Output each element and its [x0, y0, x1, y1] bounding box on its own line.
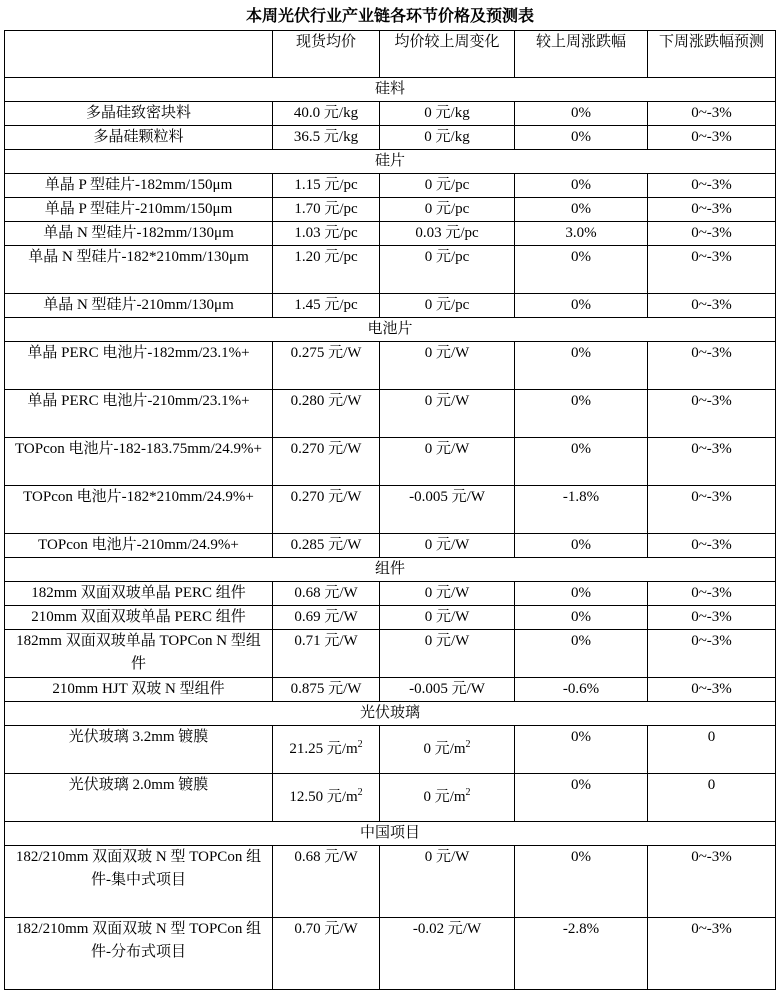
- unit-exponent: 2: [465, 739, 471, 750]
- price-change: -0.02 元/W: [380, 918, 515, 990]
- change-pct: 0%: [515, 630, 648, 678]
- price-change: 0.03 元/pc: [380, 222, 515, 246]
- table-row: [5, 390, 776, 438]
- forecast: 0~-3%: [648, 630, 776, 678]
- change-pct: 0%: [515, 198, 648, 222]
- forecast: 0~-3%: [648, 294, 776, 318]
- table-row: [5, 534, 776, 558]
- forecast: 0: [648, 726, 776, 774]
- change-pct: -1.8%: [515, 486, 648, 534]
- table-row: [5, 726, 776, 774]
- table-row: [5, 438, 776, 486]
- change-pct: 0%: [515, 582, 648, 606]
- price-change-value: 0 元/m: [423, 741, 466, 757]
- product-name: TOPcon 电池片-182-183.75mm/24.9%+: [5, 438, 273, 486]
- spot-price: 0.71 元/W: [273, 630, 380, 678]
- table-row: [5, 582, 776, 606]
- table-row: [5, 774, 776, 822]
- product-name: 210mm 双面双玻单晶 PERC 组件: [5, 606, 273, 630]
- spot-price: [273, 726, 380, 774]
- price-change: -0.005 元/W: [380, 678, 515, 702]
- forecast: 0~-3%: [648, 438, 776, 486]
- price-change: 0 元/kg: [380, 126, 515, 150]
- change-pct: -2.8%: [515, 918, 648, 990]
- change-pct: 0%: [515, 102, 648, 126]
- forecast: 0~-3%: [648, 582, 776, 606]
- spot-price-value: 12.50 元/m: [289, 789, 358, 805]
- spot-price: 0.68 元/W: [273, 846, 380, 918]
- price-change: 0 元/W: [380, 582, 515, 606]
- spot-price: 0.68 元/W: [273, 582, 380, 606]
- forecast: 0: [648, 774, 776, 822]
- change-pct: 0%: [515, 390, 648, 438]
- spot-price: [273, 774, 380, 822]
- header-row: [5, 31, 776, 78]
- product-name: 光伏玻璃 3.2mm 镀膜: [5, 726, 273, 774]
- unit-exponent: 2: [357, 739, 363, 750]
- section-title: 光伏玻璃: [5, 702, 776, 726]
- header-change-pct: 较上周涨跌幅: [515, 31, 648, 78]
- spot-price: 0.70 元/W: [273, 918, 380, 990]
- header-blank: [5, 31, 273, 78]
- spot-price: 0.280 元/W: [273, 390, 380, 438]
- table-row: [5, 918, 776, 990]
- table-row: [5, 246, 776, 294]
- section-title: 电池片: [5, 318, 776, 342]
- forecast: 0~-3%: [648, 198, 776, 222]
- section-row: [5, 822, 776, 846]
- product-name: 单晶 P 型硅片-210mm/150μm: [5, 198, 273, 222]
- table-row: [5, 606, 776, 630]
- spot-price: 0.270 元/W: [273, 486, 380, 534]
- forecast: 0~-3%: [648, 390, 776, 438]
- change-pct: 0%: [515, 126, 648, 150]
- change-pct: 3.0%: [515, 222, 648, 246]
- price-change: 0 元/W: [380, 630, 515, 678]
- table-row: [5, 198, 776, 222]
- spot-price: 1.70 元/pc: [273, 198, 380, 222]
- product-name: TOPcon 电池片-182*210mm/24.9%+: [5, 486, 273, 534]
- table-row: [5, 846, 776, 918]
- price-change: 0 元/W: [380, 606, 515, 630]
- price-change: [380, 726, 515, 774]
- spot-price: 40.0 元/kg: [273, 102, 380, 126]
- price-change: 0 元/W: [380, 438, 515, 486]
- forecast: 0~-3%: [648, 534, 776, 558]
- spot-price: 1.15 元/pc: [273, 174, 380, 198]
- table-row: [5, 102, 776, 126]
- section-title: 组件: [5, 558, 776, 582]
- section-title: 中国项目: [5, 822, 776, 846]
- forecast: 0~-3%: [648, 342, 776, 390]
- forecast: 0~-3%: [648, 222, 776, 246]
- change-pct: 0%: [515, 438, 648, 486]
- product-name: 单晶 P 型硅片-182mm/150μm: [5, 174, 273, 198]
- unit-exponent: 2: [465, 787, 471, 798]
- change-pct: -0.6%: [515, 678, 648, 702]
- change-pct: 0%: [515, 726, 648, 774]
- spot-price: 1.20 元/pc: [273, 246, 380, 294]
- forecast: 0~-3%: [648, 846, 776, 918]
- table-row: [5, 630, 776, 678]
- price-change: 0 元/W: [380, 390, 515, 438]
- table-row: [5, 486, 776, 534]
- product-name: 单晶 PERC 电池片-182mm/23.1%+: [5, 342, 273, 390]
- spot-price-value: 21.25 元/m: [289, 741, 358, 757]
- table-title: 本周光伏行业产业链各环节价格及预测表: [245, 8, 534, 25]
- price-change: [380, 774, 515, 822]
- change-pct: 0%: [515, 534, 648, 558]
- section-title: 硅片: [5, 150, 776, 174]
- forecast: 0~-3%: [648, 486, 776, 534]
- product-name: 光伏玻璃 2.0mm 镀膜: [5, 774, 273, 822]
- change-pct: 0%: [515, 606, 648, 630]
- change-pct: 0%: [515, 294, 648, 318]
- price-change: 0 元/pc: [380, 198, 515, 222]
- product-name: 182mm 双面双玻单晶 PERC 组件: [5, 582, 273, 606]
- product-name: 182/210mm 双面双玻 N 型 TOPCon 组件-集中式项目: [5, 846, 273, 918]
- spot-price: 1.03 元/pc: [273, 222, 380, 246]
- forecast: 0~-3%: [648, 126, 776, 150]
- product-name: 多晶硅致密块料: [5, 102, 273, 126]
- spot-price: 36.5 元/kg: [273, 126, 380, 150]
- product-name: 多晶硅颗粒料: [5, 126, 273, 150]
- price-change: 0 元/W: [380, 534, 515, 558]
- spot-price: 1.45 元/pc: [273, 294, 380, 318]
- change-pct: 0%: [515, 342, 648, 390]
- price-change: 0 元/pc: [380, 246, 515, 294]
- price-change: 0 元/W: [380, 342, 515, 390]
- spot-price: 0.275 元/W: [273, 342, 380, 390]
- product-name: 单晶 PERC 电池片-210mm/23.1%+: [5, 390, 273, 438]
- price-change-value: 0 元/m: [423, 789, 466, 805]
- product-name: 182/210mm 双面双玻 N 型 TOPCon 组件-分布式项目: [5, 918, 273, 990]
- header-forecast: 下周涨跌幅预测: [648, 31, 776, 78]
- spot-price: 0.69 元/W: [273, 606, 380, 630]
- product-name: 单晶 N 型硅片-182mm/130μm: [5, 222, 273, 246]
- section-row: [5, 150, 776, 174]
- section-title: 硅料: [5, 78, 776, 102]
- price-table: [4, 30, 776, 990]
- header-spot-price: 现货均价: [273, 31, 380, 78]
- spot-price: 0.285 元/W: [273, 534, 380, 558]
- spot-price: 0.875 元/W: [273, 678, 380, 702]
- price-change: 0 元/kg: [380, 102, 515, 126]
- change-pct: 0%: [515, 174, 648, 198]
- price-change: 0 元/pc: [380, 174, 515, 198]
- product-name: 单晶 N 型硅片-182*210mm/130μm: [5, 246, 273, 294]
- change-pct: 0%: [515, 246, 648, 294]
- table-row: [5, 678, 776, 702]
- product-name: TOPcon 电池片-210mm/24.9%+: [5, 534, 273, 558]
- price-change: -0.005 元/W: [380, 486, 515, 534]
- table-row: [5, 342, 776, 390]
- change-pct: 0%: [515, 774, 648, 822]
- section-row: [5, 702, 776, 726]
- header-change: 均价较上周变化: [380, 31, 515, 78]
- forecast: 0~-3%: [648, 606, 776, 630]
- table-row: [5, 222, 776, 246]
- forecast: 0~-3%: [648, 174, 776, 198]
- spot-price: 0.270 元/W: [273, 438, 380, 486]
- table-row: [5, 294, 776, 318]
- forecast: 0~-3%: [648, 246, 776, 294]
- unit-exponent: 2: [357, 787, 363, 798]
- product-name: 单晶 N 型硅片-210mm/130μm: [5, 294, 273, 318]
- section-row: [5, 318, 776, 342]
- price-change: 0 元/pc: [380, 294, 515, 318]
- forecast: 0~-3%: [648, 678, 776, 702]
- forecast: 0~-3%: [648, 102, 776, 126]
- section-row: [5, 78, 776, 102]
- table-row: [5, 174, 776, 198]
- table-row: [5, 126, 776, 150]
- product-name: 182mm 双面双玻单晶 TOPCon N 型组件: [5, 630, 273, 678]
- forecast: 0~-3%: [648, 918, 776, 990]
- price-change: 0 元/W: [380, 846, 515, 918]
- product-name: 210mm HJT 双玻 N 型组件: [5, 678, 273, 702]
- section-row: [5, 558, 776, 582]
- change-pct: 0%: [515, 846, 648, 918]
